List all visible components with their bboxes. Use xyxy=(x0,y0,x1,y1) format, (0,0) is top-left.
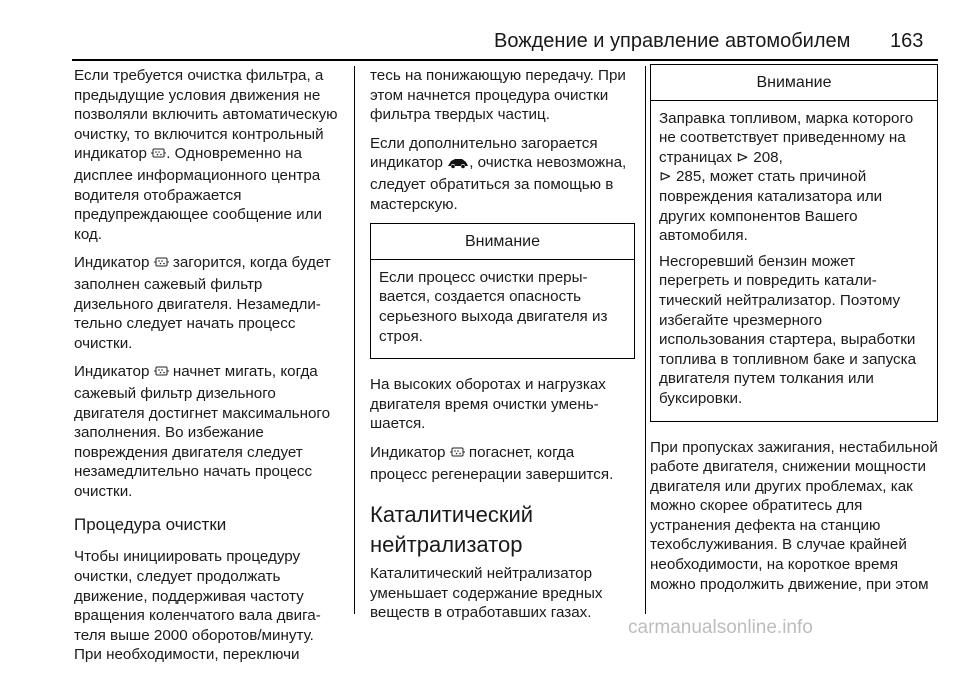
warning-text: Несгоревший бензин может перегреть и повредить каталитический нейтрализатор. Поэтому избегайте чрезмерного использования стартера, выработки топлива в топливном баке и запуска двигателя путем толкания или буксировки. xyxy=(659,252,917,407)
warning-box xyxy=(370,223,635,359)
text: Индикатор xyxy=(74,254,154,272)
text: Индикатор xyxy=(74,363,154,381)
page-reference-arrow: ⊳ xyxy=(659,168,672,186)
text: погаснет, когда процесс регенерации завершится. xyxy=(370,443,614,483)
paragraph xyxy=(74,66,342,244)
warning-text: Если процесс очистки прерывается, создается опасность серьезного выхода двигателя из строя. xyxy=(379,268,608,345)
warning-box xyxy=(650,64,938,422)
section-heading-catalytic-converter: Каталитический нейтрализатор xyxy=(370,502,534,558)
warning-text xyxy=(659,109,929,246)
text: Заправка топливом, марка которого не соответствует приведенному на страницах xyxy=(659,109,914,166)
column-divider xyxy=(645,66,646,614)
paragraph: При пропусках зажигания, нестабильной работе двигателя, снижении мощности двигателя или других проблемах, как можно скорее обратитесь для устранения дефекта на станцию техобслуживания. В случае крайней необходимости, на короткое время можно продолжить движение, при этом xyxy=(650,438,938,593)
diesel-particulate-filter-icon xyxy=(151,146,166,166)
page-header-title: Вождение и управление автомобилем xyxy=(494,30,851,52)
page-reference-link[interactable]: 208, xyxy=(753,148,783,166)
subheading-cleaning-procedure: Процедура очистки xyxy=(74,515,227,535)
paragraph xyxy=(74,253,342,353)
text: , может стать причиной повреждения катализатора или других компонентов Вашего автомобиля. xyxy=(659,168,883,245)
paragraph: тесь на понижающую передачу. При этом начнется процедура очистки фильтра твердых частиц. xyxy=(370,67,626,124)
column-3 xyxy=(650,66,938,603)
paragraph xyxy=(74,362,342,501)
watermark: carmanualsonline.info xyxy=(628,617,813,638)
page-number: 163 xyxy=(890,30,924,52)
warning-body xyxy=(371,260,634,358)
diesel-particulate-filter-icon xyxy=(450,445,465,465)
text: Если дополнительно загорается индикатор xyxy=(370,134,598,172)
paragraph xyxy=(370,443,635,484)
paragraph: На высоких оборотах и нагрузках двигателя время очистки уменьшается. xyxy=(370,376,606,433)
header-rule xyxy=(72,59,938,61)
text: . Одновременно на дисплее информационного центра водителя отображается предупреждающее сообщение или код. xyxy=(74,145,322,243)
text: , очистка невозможна, следует обратиться за помощью в мастерскую. xyxy=(370,154,627,213)
text: загорится, когда будет заполнен сажевый фильтр дизельного двигателя. Незамедлительно следует начать процесс очистки. xyxy=(74,254,331,352)
warning-title: Внимание xyxy=(651,65,937,101)
column-divider xyxy=(354,66,355,614)
text: начнет мигать, когда сажевый фильтр дизельного двигателя достигнет максимального заполнения. Во избежание повреждения двигателя следует незамедлительно начать процесс очистки. xyxy=(74,363,331,500)
column-1 xyxy=(74,66,342,674)
paragraph: Чтобы инициировать процедуру очистки, следует продолжать движение, поддерживая частоту вращения коленчатого вала двигателя выше 2000 оборотов/минуту. При необходимости, переключи xyxy=(74,548,321,664)
paragraph: Каталитический нейтрализатор уменьшает содержание вредных веществ в отработавших газах. xyxy=(370,565,603,622)
text: Индикатор xyxy=(370,443,450,461)
column-2 xyxy=(370,66,635,632)
engine-warning-icon xyxy=(447,155,469,175)
page-reference-link[interactable]: 285 xyxy=(675,168,702,186)
diesel-particulate-filter-icon xyxy=(154,364,169,384)
page-reference-arrow: ⊳ xyxy=(736,148,750,166)
text: Если требуется очистка фильтра, а предыдущие условия движения не позволяли включить автоматическую очистку, то включится контрольный индикатор xyxy=(74,67,338,163)
diesel-particulate-filter-icon xyxy=(154,255,169,275)
warning-body xyxy=(651,101,937,421)
warning-title: Внимание xyxy=(371,224,634,260)
paragraph xyxy=(370,134,635,214)
